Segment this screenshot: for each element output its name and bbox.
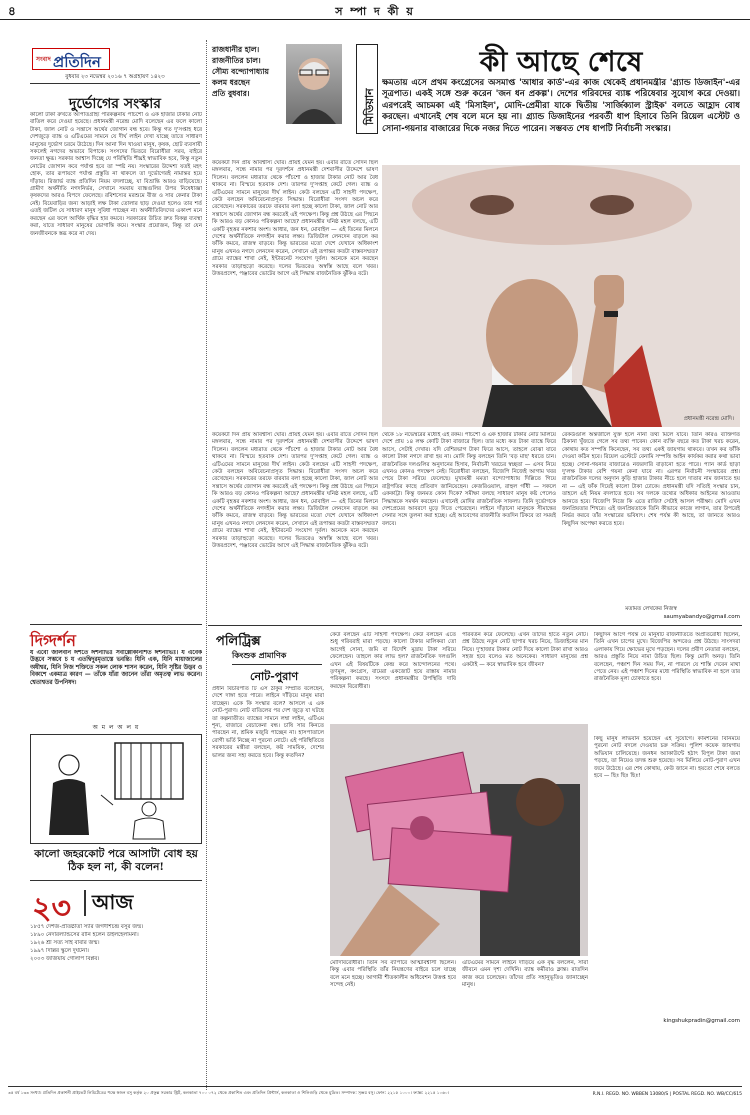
cartoon-illustration (31, 735, 201, 843)
today-item: ১৯২৬ শ্রী সত্য সাঁই বাবার জন্ম। (30, 940, 100, 946)
politics-col-4: কিছুদিন আগে পর্যন্ত যে মানুষটি রাজনীতিতে অপ্রতিরোধ্য ছিলেন, তিনি এখন চাপের মুখে। বিজেপির অন্দরেও প্রশ্ন উঠছে। সাংসদরা এলাকায় গিয়ে ক্ষোভের মুখে পড়ছেন। দলের প্রবীণ নেতারা বলছেন, আরও প্রস্তুতি নিয়ে নামা উচিত ছিল। কিন্তু মোদি অনড়। তিনি বলেছেন, পঞ্চাশ দিন সময় দিন, না পারলে যে শাস্তি দেবেন মাথা পেতে নেব। এই পঞ্চাশ দিনের মধ্যে পরিস্থিতি স্বাভাবিক না হলে তার রাজনৈতিক মূল্য চোকাতে হবে। (594, 632, 740, 683)
main-lead: ক্ষমতায় এসে প্রথম কংগ্রেসের অসমাপ্ত 'আধার কার্ড'-এর কাজ থেকেই প্রধানমন্ত্রীর 'গ্র্যান্ড ডিজাইন'-এর সূত্রপাত। একই সঙ্গে শুরু করেন 'জন ধন প্রকল্প'। দেশের গরিবদের ব্যাঙ্ক পরিষেবার সুযোগ করে দেওয়া। এরপরেই আচমকা এই 'মিসাইল', মোদি-প্রেমীরা যাকে দ্বিতীয় 'সার্জিক্যাল স্ট্রাইক' বলতে আহ্লাদ বোধ করছেন। এখানেই শেষ বলে মনে হয় না। গ্র্যান্ড ডিজাইনের পরবর্তী ধাপ হিসাবে তিনি রিয়েল এস্টেট ও সোনা-গয়নার বাজারের দিকে নজর দিতে পারেন। সম্ভবত শেষ ধাপটি নির্বাচনী সংস্কার। (382, 78, 740, 134)
vertical-label: মিডিয়ান (363, 88, 376, 125)
main-col-1b: কয়েকটা দিন প্রায় অবিশ্বাস্য ঘোর। প্রায়ই যেমন হয়। এবার রাতে সেদিন ছিল মঙ্গলবার, সন্ধে নামার পর দূরদর্শনে প্রধানমন্ত্রী দেশবাসীর উদ্দেশে ভাষণ দিলেন। বললেন মধ্যরাত থেকে পাঁচশো ও হাজার টাকার নোট আর বৈধ থাকবে না। বিস্ময়ে হতবাক দেশ। তারপর দু'সপ্তাহ কেটে গেল। ব্যাঙ্ক ও এটিএমের সামনে মানুষের দীর্ঘ লাইন। কেউ বলছেন এটি সাহসী পদক্ষেপ, কেউ বলছেন অবিবেচনাপ্রসূত সিদ্ধান্ত। বিরোধীরা সংসদ অচল করে রেখেছেন। সরকারের তরফে বারবার বলা হচ্ছে কালো টাকা, জাল নোট আর সন্ত্রাসে অর্থের জোগান বন্ধ করতেই এই পদক্ষেপ। কিন্তু প্রশ্ন উঠছে এর পিছনে কি আরও বড় কোনও পরিকল্পনা আছে? প্রধানমন্ত্রীর ঘনিষ্ঠ মহল বলছে, এটি একটি বৃহত্তর নকশার অংশ। আধার, জন ধন, মোবাইল — এই তিনের মিলনে দেশের অর্থনীতিকে নগদহীন করার লক্ষ্য। ডিজিটাল লেনদেন বাড়লে কর ফাঁকি কমবে, রাজস্ব বাড়বে। কিন্তু ভারতের মতো দেশে যেখানে অধিকাংশ মানুষ এখনও নগদে লেনদেন করেন, সেখানে এই রূপান্তর কতটা বাস্তবসম্মত? গ্রামে ব্যাঙ্কের শাখা নেই, ইন্টারনেট সংযোগ দুর্বল। অনেকে মনে করছেন সরকার তাড়াহুড়ো করেছে। দলের ভিতরেও অস্বস্তি আছে বলে খবর। উত্তরপ্রদেশ, পঞ্জাবের ভোটের আগে এই সিদ্ধান্ত রাজনৈতিক ঝুঁকিও বটে। (212, 432, 378, 550)
divider (208, 625, 742, 626)
vertical-label-box (356, 44, 378, 134)
footer-divider (8, 1086, 742, 1087)
author-email: saumyabandyo@gmail.com (663, 614, 740, 620)
politics-col-2: কেউ বলছেন এটি সাহসী পদক্ষেপ। কেউ বলছেন এতে শুধু গরিবরাই মারা পড়ছে। কালো টাকার মালিকরা তো আগেই সোনা, জমি বা বিদেশি মুদ্রায় টাকা সরিয়ে ফেলেছেন। তাহলে কার লাভ হল? রাজনৈতিক দলগুলি এখন এই বিষয়টিকে কেন্দ্র করে আন্দোলনের পথে। তৃণমূল, কংগ্রেস, বামেরা একজোট হয়ে রাস্তায় নামার পরিকল্পনা করছে। সংসদে প্রধানমন্ত্রীর উপস্থিতি দাবি করছেন বিরোধীরা। (330, 632, 456, 690)
politics-col-1: প্রধান বিচারপতি টি এস ঠাকুর সম্প্রতি বলেছেন, দেশে দাঙ্গা হতে পারে। লাইনে দাঁড়িয়ে মানুষ মারা যাচ্ছেন। একে কি সংস্কার বলে? আসলে এ এক নোট-পুরাণ। নোট বাতিলের পর দেশ জুড়ে যা ঘটছে তা কল্পনাতীত। ব্যাঙ্কের সামনে লম্বা লাইন, এটিএম শূন্য, বাজারে বেচাকেনা বন্ধ। চাষি সার কিনতে পারছেন না, শ্রমিক মজুরি পাচ্ছেন না। হাসপাতালে রোগী ভর্তি নিচ্ছে না পুরনো নোটে। এই পরিস্থিতিতে সরকারের মন্ত্রীরা বলছেন, কষ্ট সাময়িক, দেশের ভালর জন্য সহ্য করতে হবে। কিন্তু কতদিন? (212, 686, 324, 759)
brand-name: প্রতিদিন (53, 53, 101, 71)
main-photo (382, 165, 740, 427)
page-number: ৪ (8, 4, 16, 18)
digdarshan-body: য এবো জালবান ঈশতে ঈশনীভিঃ সর্বাঁল্লোকানীশত ঈশনীভিঃ। য এবৈক উদ্ভবে সম্ভবে চ য এতদ্বিদুরমৃতাস্তে ভবন্তি। যিনি এক, যিনি মায়াজালের অধীশ্বর, যিনি নিজ শক্তিতে সকল লোক শাসন করেন, যিনি সৃষ্টির উদ্ভব ও বিকাশে একমাত্র কারণ — তাঁকে যাঁরা জানেন তাঁরা অমৃতত্ব লাভ করেন। শ্বেতাশ্বতর উপনিষদ। (30, 650, 202, 686)
brand-small: সংবাদ (36, 56, 51, 63)
notes-photo (330, 724, 588, 956)
photo-caption: প্রধানমন্ত্রী নরেন্দ্র মোদি। (683, 416, 734, 422)
badge-text: রাজধানীর হাল। রাজনীতির চাল। সৌম্য বন্দ্যোপাধ্যায় কলম ধরছেন প্রতি বুধবার। (212, 45, 269, 98)
section-title: স ম্পা দ কী য় (335, 5, 415, 18)
today-separator (84, 890, 86, 916)
politics-label: পলিট্রিক্স (216, 634, 261, 649)
politics-col-7: কিছু মানুষ লাভবান হয়েছেন এই সুযোগে। কমিশনের বিনিময়ে পুরনো নোট বদলে দেওয়ার চক্র সক্রিয়। পুলিশ কয়েক জায়গায় অভিযান চালিয়েছে। জনধন অ্যাকাউন্টে হঠাৎ বিপুল টাকা জমা পড়ছে, তা নিয়েও তদন্ত শুরু হয়েছে। সব মিলিয়ে নোট-পুরাণ এখন জমে উঠেছে। এর শেষ কোথায়, কেউ জানে না। হয়তো শেষে বলতে হবে — ছিঃ ছিঃ ছিঃ! (594, 736, 740, 780)
column-divider (206, 40, 207, 1090)
today-list (30, 924, 202, 964)
author-portrait (286, 44, 342, 124)
page-header (0, 0, 750, 20)
politics-header (212, 632, 322, 648)
today-item: ১৮৯০ নেদারল্যান্ডসের রানি হলেন উইলহেলমিনা। (30, 932, 139, 938)
politics-col-5: মোদিবিরোধীরা। তিনি সব ব্যাপারে আত্মবিশ্বাসী ছিলেন। কিন্তু এবার পরিস্থিতি তাঁর নিয়ন্ত্রণের বাইরে চলে যাচ্ছে বলে মনে হচ্ছে। আগামী শীতকালীন অধিবেশন উত্তপ্ত হবে সন্দেহ নেই। (330, 960, 456, 989)
main-col-1: কয়েকটা দিন প্রায় অবিশ্বাস্য ঘোর। প্রায়ই যেমন হয়। এবার রাতে সেদিন ছিল মঙ্গলবার, সন্ধে নামার পর দূরদর্শনে প্রধানমন্ত্রী দেশবাসীর উদ্দেশে ভাষণ দিলেন। বললেন মধ্যরাত থেকে পাঁচশো ও হাজার টাকার নোট আর বৈধ থাকবে না। বিস্ময়ে হতবাক দেশ। তারপর দু'সপ্তাহ কেটে গেল। ব্যাঙ্ক ও এটিএমের সামনে মানুষের দীর্ঘ লাইন। কেউ বলছেন এটি সাহসী পদক্ষেপ, কেউ বলছেন অবিবেচনাপ্রসূত সিদ্ধান্ত। বিরোধীরা সংসদ অচল করে রেখেছেন। সরকারের তরফে বারবার বলা হচ্ছে কালো টাকা, জাল নোট আর সন্ত্রাসে অর্থের জোগান বন্ধ করতেই এই পদক্ষেপ। কিন্তু প্রশ্ন উঠছে এর পিছনে কি আরও বড় কোনও পরিকল্পনা আছে? প্রধানমন্ত্রীর ঘনিষ্ঠ মহল বলছে, এটি একটি বৃহত্তর নকশার অংশ। আধার, জন ধন, মোবাইল — এই তিনের মিলনে দেশের অর্থনীতিকে নগদহীন করার লক্ষ্য। ডিজিটাল লেনদেন বাড়লে কর ফাঁকি কমবে, রাজস্ব বাড়বে। কিন্তু ভারতের মতো দেশে যেখানে অধিকাংশ মানুষ এখনও নগদে লেনদেন করেন, সেখানে এই রূপান্তর কতটা বাস্তবসম্মত? গ্রামে ব্যাঙ্কের শাখা নেই, ইন্টারনেট সংযোগ দুর্বল। অনেকে মনে করছেন সরকার তাড়াহুড়ো করেছে। দলের ভিতরেও অস্বস্তি আছে বলে খবর। উত্তরপ্রদেশ, পঞ্জাবের ভোটের আগে এই সিদ্ধান্ত রাজনৈতিক ঝুঁকিও বটে। (212, 160, 378, 278)
main-col-2: থেকে ১৮ নভেম্বরের মধ্যেই এই রকম। পাঁচশো ও এক হাজার টাকার নোট মিলিয়ে দেশে প্রায় ১৪ লক্ষ কোটি টাকা বাজারে ছিল। তার মধ্যে কত টাকা ব্যাঙ্কে ফিরে আসে, সেটাই দেখার। যদি বেশিরভাগ টাকা ফিরে আসে, তাহলে বোঝা যাবে কালো টাকা নগদে রাখা হয় না। মোদি কিন্তু বলছেন তিনি 'বড় মাছ' ধরতে চান। রাজনৈতিক দলগুলির অনুদানের হিসাব, নির্বাচনী খরচের স্বচ্ছতা — এসব নিয়ে এখনও কোনও পদক্ষেপ নেই। বিরোধীরা বলছেন, বিজেপি নিজেই আগাম খবর পেয়ে টাকা সরিয়ে ফেলেছে। মুখ্যমন্ত্রী মমতা বন্দ্যোপাধ্যায় দিল্লিতে গিয়ে রাষ্ট্রপতির কাছে প্রতিবাদ জানিয়েছেন। কেজরিওয়াল, রাহুল গাঁধী — সকলে এককাট্টা। কিন্তু জনমত কোন দিকে? সমীক্ষা বলছে সাধারণ মানুষ কষ্ট পেলেও সিদ্ধান্তকে সমর্থন করছেন। এখানেই মোদির রাজনৈতিক সাফল্য। তিনি দুর্ভোগকে দেশপ্রেমের আবরণে মুড়ে দিতে পেরেছেন। লাইনে দাঁড়ানো মানুষকে সীমান্তের সেনার সঙ্গে তুলনা করা হচ্ছে। এই আবেগের রাজনীতি কতদিন টিকবে তা সময়ই বলবে। (382, 432, 556, 527)
brand-logo (32, 48, 110, 70)
dateline: বুধবার ২৩ নভেম্বর ২০১৬ ৭ অগ্রহায়ণ ১৪২৩ (65, 74, 165, 80)
digdarshan-box (30, 628, 202, 720)
divider (30, 624, 202, 625)
today-date: ২৩ (32, 891, 72, 926)
column-badge (212, 42, 352, 128)
cartoon-drawing (30, 734, 202, 844)
main-title: কী আছে শেষে (479, 45, 643, 78)
today-item: ২০০৩ জর্জিয়ায় গোলাপ বিপ্লব। (30, 956, 100, 962)
today-label: আজ (92, 890, 134, 914)
main-col-3: রেকর্ডগুলি অন্তর্জালে যুক্ত হলে নানা তথ্য মিলে যাবে। তিনি কারও ব্যক্তিগত ঠিকানা খুঁজতে গেলে সব তথ্য পাবেন। কোন ব্যক্তি বছরে কত টাকা খরচ করেন, কোথায় কত সম্পত্তি কিনেছেন, সব তথ্য একই জায়গায় থাকবে। তখন কর ফাঁকি দেওয়া কঠিন হবে। রিয়েল এস্টেটে বেনামি সম্পত্তি আইন কার্যকর করার কথা ভাবা হচ্ছে। সোনা-গয়নার বাজারেও নজরদারি বাড়ানো হতে পারে। প্যান কার্ড ছাড়া দু'লক্ষ টাকার বেশি গয়না কেনা যাবে না। এরপর নির্বাচনী সংস্কারের প্রশ্ন। রাজনৈতিক দলের অনুদান কুড়ি হাজার টাকার নীচে হলে দাতার নাম জানাতে হয় না — এই ফাঁক দিয়েই কালো টাকা ঢোকে। প্রধানমন্ত্রী যদি সত্যিই সংস্কার চান, তাহলে এই নিয়ম বদলাতে হবে। সব দলকে তথ্যের অধিকার আইনের আওতায় আনতে হবে। বিজেপি নিজে কি এতে রাজি? সেটাই আসল পরীক্ষা। মোদি এখন জনপ্রিয়তার শিখরে। এই জনপ্রিয়তাকে তিনি কীভাবে কাজে লাগান, তার উপরেই নির্ভর করবে তাঁর সংস্কারের ভবিষ্যৎ। শেষ পর্যন্ত কী আছে, তা জানতে আরও কিছুদিন অপেক্ষা করতে হবে। (562, 432, 740, 527)
digdarshan-title: দিগ্দর্শন (30, 631, 76, 650)
politics-author: কিংশুক প্রামাণিক (232, 651, 287, 660)
footer-reg: R.N.I. REGD. NO. WBBEN 13080/S | POSTAL REGD. NO. WB/CC/615 (592, 1092, 742, 1097)
footnote: মতামত লেখকের নিজস্ব (625, 606, 677, 612)
portrait-illustration (286, 44, 342, 124)
politics-email: kingshukpradin@gmail.com (663, 1018, 740, 1024)
editorial-title: দুর্ভোগের সংস্কার (69, 96, 161, 112)
today-box (30, 884, 202, 1004)
politics-col-6: এটিএমের সামনে লাইনে দাঁড়িয়ে এক বৃদ্ধ বললেন, সারা জীবনে এমন দৃশ্য দেখিনি। ব্যাঙ্ক কর্মীরাও ক্লান্ত। রাতদিন কাজ করে চলেছেন। তাঁদের প্রতি সহানুভূতিও জানাচ্ছেন মানুষ। (462, 960, 588, 989)
divider (232, 664, 322, 665)
cartoon-caption: কালো জহরকোট পরে আসাটা বোধ হয় ঠিক হল না, কী বলেন! (34, 848, 198, 873)
masthead (30, 44, 200, 84)
editorial-body: কালো টাকা রুখতে আপাতগ্রাহ্য পরিকল্পনায় পাঁচশো ও এক হাজার টাকার নোট বাতিল করে দেওয়া হয়েছে। প্রধানমন্ত্রী নরেন্দ্র মোদি বলেছেন এর ফলে কালো টাকা, জাল নোট ও সন্ত্রাসে অর্থের জোগান বন্ধ হবে। কিন্তু গত দু'সপ্তাহ ধরে দেশজুড়ে ব্যাঙ্ক ও এটিএমের সামনে যে দীর্ঘ লাইন দেখা যাচ্ছে তাতে সাধারণ মানুষের দুর্ভোগ চরমে উঠেছে। দিন আনা দিন খাওয়া মানুষ, কৃষক, ছোট ব্যবসায়ী সকলেই নগদের অভাবে বিপাকে। সংসদের ভিতরে বিরোধীরা সরব, বাইরে জনতা ক্ষুব্ধ। সরকার আশ্বাস দিচ্ছে যে পরিস্থিতি শীঘ্রই স্বাভাবিক হবে, কিন্তু নতুন নোটের জোগান কবে পর্যাপ্ত হবে তা স্পষ্ট নয়। সংস্কারের উদ্দেশ্য যতই মহৎ হোক, তার রূপায়ণে পর্যাপ্ত প্রস্তুতি না থাকলে তা দুর্ভোগেরই নামান্তর হয়ে দাঁড়ায়। রিজার্ভ ব্যাঙ্ক প্রতিদিন নিয়ম বদলাচ্ছে, যা বিভ্রান্তি আরও বাড়িয়েছে। গ্রামীণ অর্থনীতি নগদনির্ভর, সেখানে সমবায় ব্যাঙ্কগুলির উপর নিষেধাজ্ঞা কৃষকদের আরও বিপদে ফেলেছে। রবিশস্যের মরশুমে বীজ ও সার কেনার টাকা নেই। বিয়েবাড়ির জন্য আড়াই লক্ষ টাকা তোলার ছাড় দেওয়া হলেও তার শর্ত এতই জটিল যে সাধারণ মানুষ সুবিধা পাচ্ছেন না। অর্থনীতিবিদদের একাংশ মনে করছেন এর ফলে আর্থিক বৃদ্ধির হার কমবে। সরকারের উচিত দ্রুত বিকল্প ব্যবস্থা করা, যাতে সাধারণ মানুষের ভোগান্তি কমে। সংস্কার প্রয়োজন, কিন্তু তা যেন জনজীবনকে স্তব্ধ করে না দেয়। (30, 112, 202, 237)
today-item: ১৯৯৭ দিল্লির স্কুলে দুর্ঘটনা। (30, 948, 89, 954)
politics-col-3: পরিবর্তন করে ফেলেছে। এখন তাদের হাতে নতুন নোট। প্রশ্ন উঠছে নতুন নোট ছাপার খরচ নিয়ে, ডিজাইনের মান নিয়ে। দু'হাজার টাকার নোট দিয়ে কালো টাকা রাখা আরও সহজ হবে বলেও মত অনেকের। সাধারণ মানুষের প্রশ্ন একটাই — কবে স্বাভাবিক হবে জীবন? (462, 632, 588, 668)
cartoon-label: অ ম ল অ ল য় (92, 724, 140, 731)
modi-photo-illustration (382, 165, 740, 427)
footer-imprint: ৩৫ বর্ষ ১৩৩ সংখ্যা। প্রতিদিন প্রকাশনী প্রাইভেট লিমিটেডের পক্ষে স্বজন বসু কর্তৃক ২০ প্রফুল্ল সরকার স্ট্রিট, কলকাতা ৭০০ ০৭২ থেকে প্রকাশিত এবং প্রতিদিন প্রিন্টার্স, কলকাতা ও শিলিগুড়ি থেকে মুদ্রিত। সম্পাদক: সৃঞ্জয় বসু। ফোন: ২২১৫ ১০০০। ফ্যাক্স: ২২১৫ ১০৬০। (8, 1090, 450, 1095)
divider (30, 880, 202, 881)
politics-subtitle: নোট-পুরাণ (250, 670, 299, 683)
notes-illustration (330, 724, 588, 956)
today-item: ১৮৫৭ দেশজ-প্রতিষ্ঠাতা স্যার জগদীশচন্দ্র বসুর জন্ম। (30, 924, 144, 930)
